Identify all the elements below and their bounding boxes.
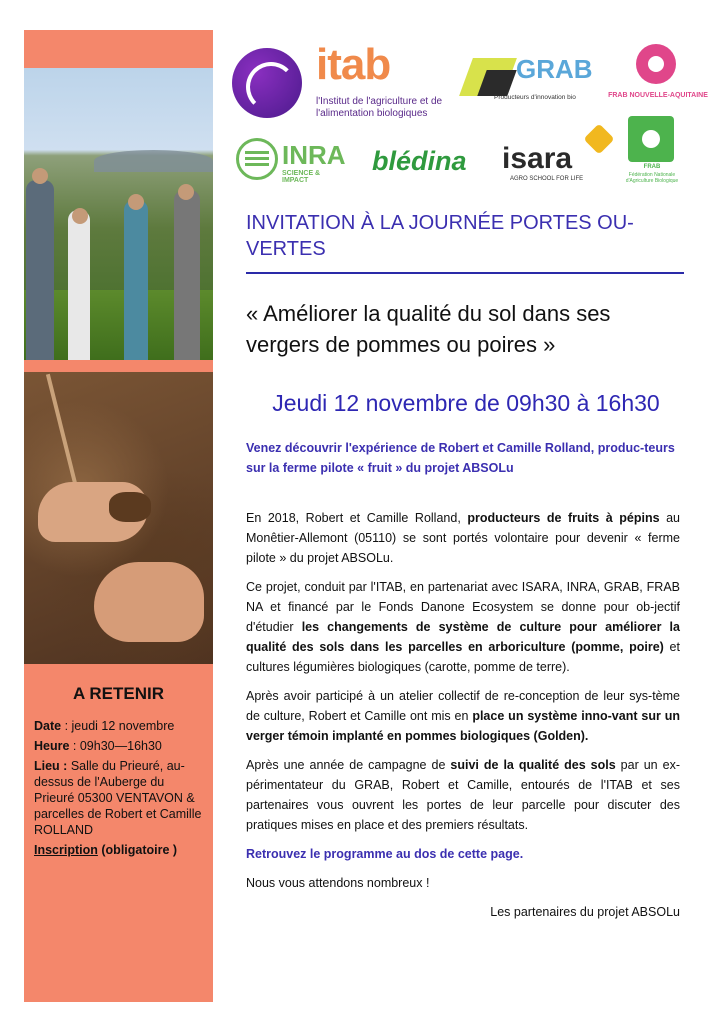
inra-logo: INRA SCIENCE & IMPACT: [236, 138, 348, 184]
registration: Inscription (obligatoire ): [34, 843, 178, 857]
event-datetime: Jeudi 12 novembre de 09h30 à 16h30: [272, 390, 660, 416]
paragraph-1: En 2018, Robert et Camille Rolland, producteurs de fruits à pépins au Monêtier-Allemont (05110) se sont portés volontaire pour devenir « ferme pilote » du projet ABSOLu.: [246, 511, 680, 565]
itab-logo-subtitle: l'Institut de l'agriculture et de l'alimentation biologiques: [316, 96, 443, 119]
paragraph-2: Ce projet, conduit par l'ITAB, en partenariat avec ISARA, INRA, GRAB, FRAB NA et financé par le Fonds Danone Ecosystem se donne pour ob-jectif d'étudier les changements de système de culture pour améliorer la qualité des sols dans les parcelles en arboriculture (pomme, poire) et cultures légumières biologiques (carotte, pomme de terre).: [246, 580, 680, 674]
event-location: Lieu : Salle du Prieuré, au-dessus de l'Auberge du Prieuré 05300 VENTAVON & parcelles de Robert et Camille ROLLAND: [34, 759, 202, 837]
title-divider: [246, 272, 684, 274]
body-text: [246, 508, 680, 931]
key-info-title: A RETENIR: [73, 684, 164, 703]
event-date: Date : jeudi 12 novembre: [34, 719, 175, 733]
frab-na-logo: FRAB NOUVELLE-AQUITAINE: [600, 44, 716, 108]
bledina-logo: blédina: [372, 146, 467, 176]
invitation-title: INVITATION À LA JOURNÉE PORTES OU-VERTES: [246, 212, 634, 260]
event-time: Heure : 09h30—16h30: [34, 739, 162, 753]
paragraph-4: Après une année de campagne de suivi de la qualité des sols par un ex-périmentateur du GRAB, Robert et Camille, entourés de l'ITAB et ses partenaires vous ouvrent les portes de leur parcelle pour discuter des pratiques mises en place et des premiers résultats.: [246, 758, 680, 832]
isara-logo: isara AGRO SCHOOL FOR LIFE: [502, 128, 612, 186]
event-theme: « Améliorer la qualité du sol dans ses vergers de pommes ou poires »: [246, 301, 611, 357]
paragraph-3: Après avoir participé à un atelier collectif de re-conception de leur sys-tème de culture, Robert et Camille ont mis en place un système inno-vant sur un verger témoin implanté en pommes biologiques (Golden).: [246, 689, 680, 743]
signature: Les partenaires du projet ABSOLu: [490, 905, 680, 919]
itab-logo-text: itab: [316, 40, 391, 89]
program-note: Retrouvez le programme au dos de cette page.: [246, 847, 524, 861]
lead-paragraph: Venez découvrir l'expérience de Robert et Camille Rolland, produc-teurs sur la ferme pilote « fruit » du projet ABSOLu: [246, 441, 675, 475]
registration-link[interactable]: Inscription: [34, 843, 98, 857]
soil-sample-photo: [24, 372, 213, 664]
key-info-box: [24, 676, 213, 862]
grab-logo: GRAB Producteurs d'innovation bio: [462, 50, 580, 104]
orchard-group-photo: [24, 68, 213, 360]
welcome-note: Nous vous attendons nombreux !: [246, 876, 430, 890]
frab-logo: FRAB Fédération Nationale d'Agriculture Biologique: [628, 116, 676, 188]
itab-logo-icon: [232, 48, 302, 118]
